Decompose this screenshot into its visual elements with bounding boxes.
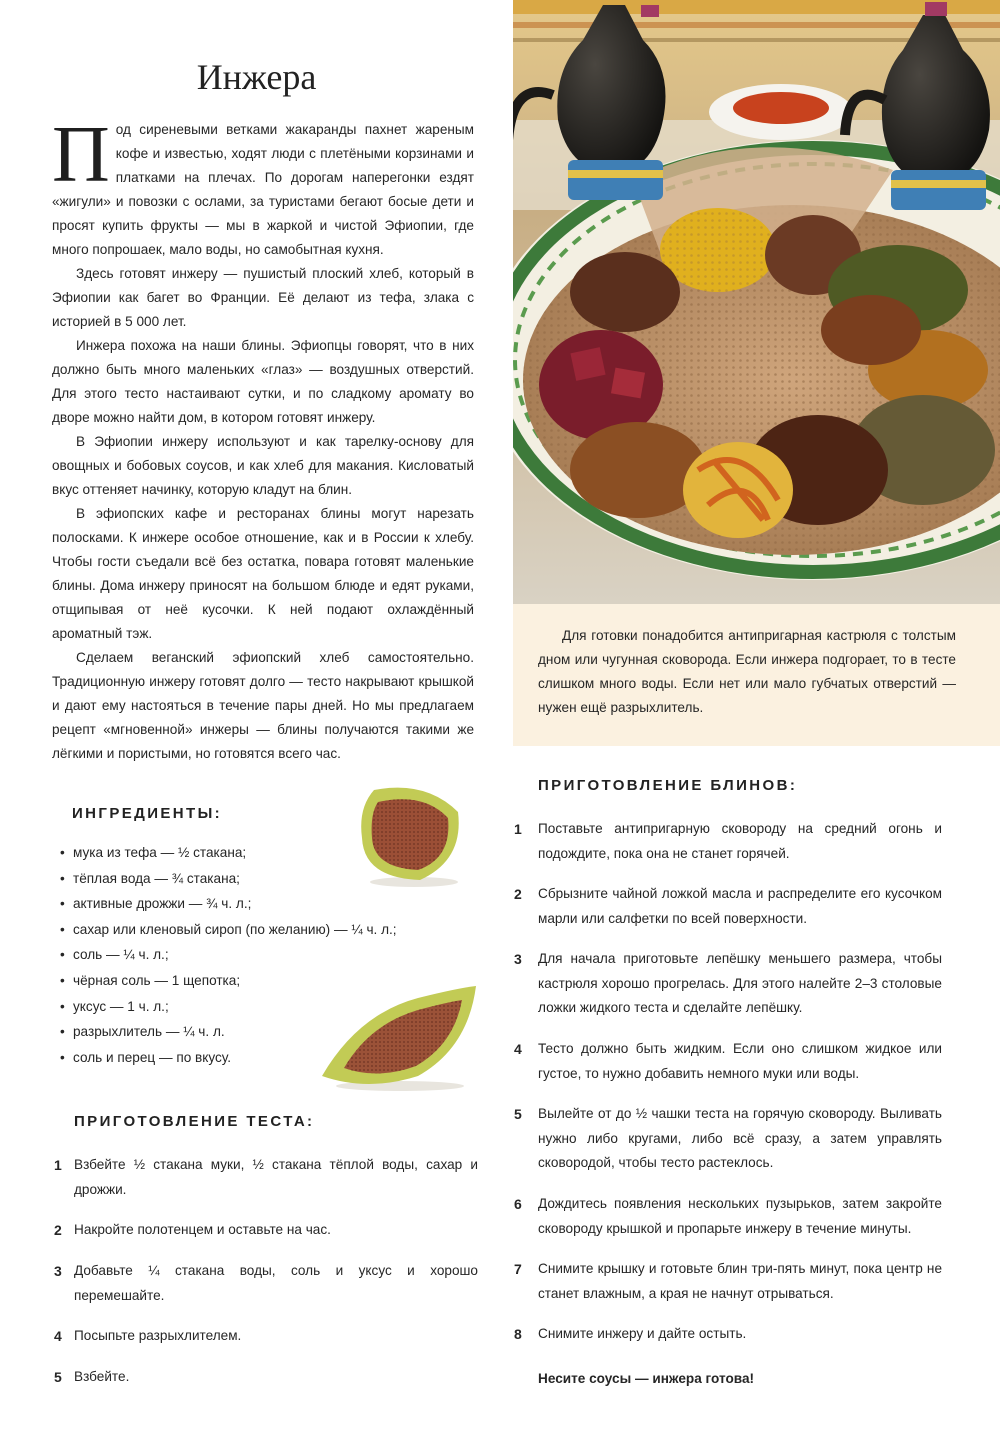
intro-paragraph: Сделаем веганский эфиопский хлеб самостоятельно. Традиционную инжеру готовят долго — тесто накрывают крышкой и дают ему настояться в течение пары дней. Но мы предлагаем рецепт «мгновенной» инжеры — блины получаются такими же лёгкими и пористыми, но готовятся всего час.	[52, 650, 474, 761]
ingredient-item: • соль — ¼ ч. л.;	[60, 942, 420, 968]
cooking-tip-text: Для готовки понадобится антипригарная кастрюля с толстым дном или чугунная сковорода. Если инжера подгорает, то в тесте слишком много воды. Если нет или мало губчатых отверстий — нужен ещё разрыхлитель.	[538, 628, 956, 715]
step-text: Взбейте.	[74, 1369, 130, 1384]
pancake-steps	[514, 817, 942, 1352]
ingredient-item: • тёплая вода — ¾ стакана;	[60, 866, 420, 892]
step-text: Снимите крышку и готовьте блин три-пять минут, пока центр не станет влажным, а края не начнут отрываться.	[538, 1261, 942, 1301]
ingredient-item: • уксус — 1 ч. л.;	[60, 994, 420, 1020]
intro-paragraph: В эфиопских кафе и ресторанах блины могут нарезать полосками. К инжере особое отношение, как и в России к хлебу. Чтобы гости съедали всё без остатка, повара готовят маленькие блины. Дома инжеру приносят на большом блюде и едят руками, отщипывая от неё кусочки. К ней подают охлаждённый ароматный тэж.	[52, 506, 474, 641]
step-text: Добавьте ¼ стакана воды, соль и уксус и хорошо перемешайте.	[74, 1263, 478, 1303]
step-number: 3	[514, 951, 522, 967]
step-item	[54, 1365, 478, 1390]
step-text: Накройте полотенцем и оставьте на час.	[74, 1222, 331, 1237]
step-number: 1	[54, 1157, 62, 1173]
step-text: Для начала приготовьте лепёшку меньшего размера, чтобы кастрюля хорошо прогрелась. Для этого налейте 2–3 столовые ложки жидкого теста и сделайте лепёшку.	[538, 951, 942, 1015]
ingredient-item: • чёрная соль — 1 щепотка;	[60, 968, 420, 994]
step-item	[514, 1257, 942, 1306]
step-item	[514, 1192, 942, 1241]
intro-paragraph: В Эфиопии инжеру используют и как тарелку-основу для овощных и бобовых соусов, и как хлеб для макания. Кисловатый вкус оттеняет начинку, которую кладут на блин.	[52, 434, 474, 497]
cooking-tip-box	[513, 604, 1000, 746]
step-item	[514, 1102, 942, 1176]
step-number: 1	[514, 821, 522, 837]
ingredient-item: • соль и перец — по вкусу.	[60, 1045, 420, 1071]
step-item	[514, 1037, 942, 1086]
intro-paragraph: Инжера похожа на наши блины. Эфиопцы говорят, что в них должно быть много маленьких «глаз» — воздушных отверстий. Для этого тесто настаивают сутки, и по сладкому аромату во дворе можно найти дом, в котором готовят инжеру.	[52, 338, 474, 425]
step-item	[54, 1218, 478, 1243]
step-item	[54, 1324, 478, 1349]
ingredient-item: • мука из тефа — ½ стакана;	[60, 840, 420, 866]
page-title: Инжера	[196, 57, 317, 97]
dough-steps	[54, 1153, 478, 1393]
step-text: Вылейте от до ½ чашки теста на горячую сковороду. Выливать нужно либо кругами, либо всё сразу, а затем управлять сковородой, чтобы тесто растеклось.	[538, 1106, 942, 1170]
intro-paragraph: Под сиреневыми ветками жакаранды пахнет жареным кофе и известью, ходят люди с плетёными корзинами и платками на плечах. По дорогам наперегонки ездят «жигули» и повозки с ослами, за туристами бегают босые дети и просят купить фрукты — мы в жаркой и чистой Эфиопии, где много попрошаек, мало воды, но самобытная кухня.	[52, 111, 474, 257]
step-number: 4	[54, 1328, 62, 1344]
pancakes-heading: ПРИГОТОВЛЕНИЕ БЛИНОВ:	[538, 777, 798, 794]
intro-text	[52, 111, 474, 766]
step-number: 5	[514, 1106, 522, 1122]
step-item	[54, 1259, 478, 1308]
ingredient-item: • разрыхлитель — ¼ ч. л.	[60, 1019, 420, 1045]
step-item	[514, 947, 942, 1021]
step-number: 8	[514, 1326, 522, 1342]
ingredient-item: • активные дрожжи — ¾ ч. л.;	[60, 891, 420, 917]
injera-dish-photo	[513, 0, 1000, 604]
drop-cap: П	[52, 111, 110, 199]
step-number: 4	[514, 1041, 522, 1057]
final-note: Несите соусы — инжера готова!	[538, 1371, 755, 1386]
step-number: 6	[514, 1196, 522, 1212]
intro-paragraph: Здесь готовят инжеру — пушистый плоский хлеб, который в Эфиопии как багет во Франции. Её делают из тефа, злака с историей в 5 000 лет.	[52, 266, 474, 329]
step-item	[514, 817, 942, 866]
step-number: 2	[54, 1222, 62, 1238]
step-text: Поставьте антипригарную сковороду на средний огонь и подождите, пока она не станет горячей.	[538, 821, 942, 861]
step-number: 7	[514, 1261, 522, 1277]
step-text: Снимите инжеру и дайте остыть.	[538, 1326, 747, 1341]
ingredient-item: • сахар или кленовый сироп (по желанию) — ¼ ч. л.;	[60, 917, 420, 943]
teff-bowl-image	[356, 782, 468, 888]
step-text: Взбейте ½ стакана муки, ½ стакана тёплой воды, сахар и дрожжи.	[74, 1157, 478, 1197]
ingredients-heading: ИНГРЕДИЕНТЫ:	[72, 805, 223, 822]
step-number: 2	[514, 886, 522, 902]
step-text: Посыпьте разрыхлителем.	[74, 1328, 242, 1343]
step-number: 5	[54, 1369, 62, 1385]
step-number: 3	[54, 1263, 62, 1279]
step-item	[54, 1153, 478, 1202]
step-item	[514, 1322, 942, 1347]
dough-heading: ПРИГОТОВЛЕНИЕ ТЕСТА:	[74, 1113, 315, 1130]
teff-bowl-image	[318, 984, 480, 1092]
step-text: Дождитесь появления нескольких пузырьков, затем закройте сковороду крышкой и пропарьте инжеру в течение минуты.	[538, 1196, 942, 1236]
step-text: Сбрызните чайной ложкой масла и распределите его кусочком марли или салфетки по всей поверхности.	[538, 886, 942, 926]
step-text: Тесто должно быть жидким. Если оно слишком жидкое или густое, то нужно добавить немного муки или воды.	[538, 1041, 942, 1081]
step-item	[514, 882, 942, 931]
